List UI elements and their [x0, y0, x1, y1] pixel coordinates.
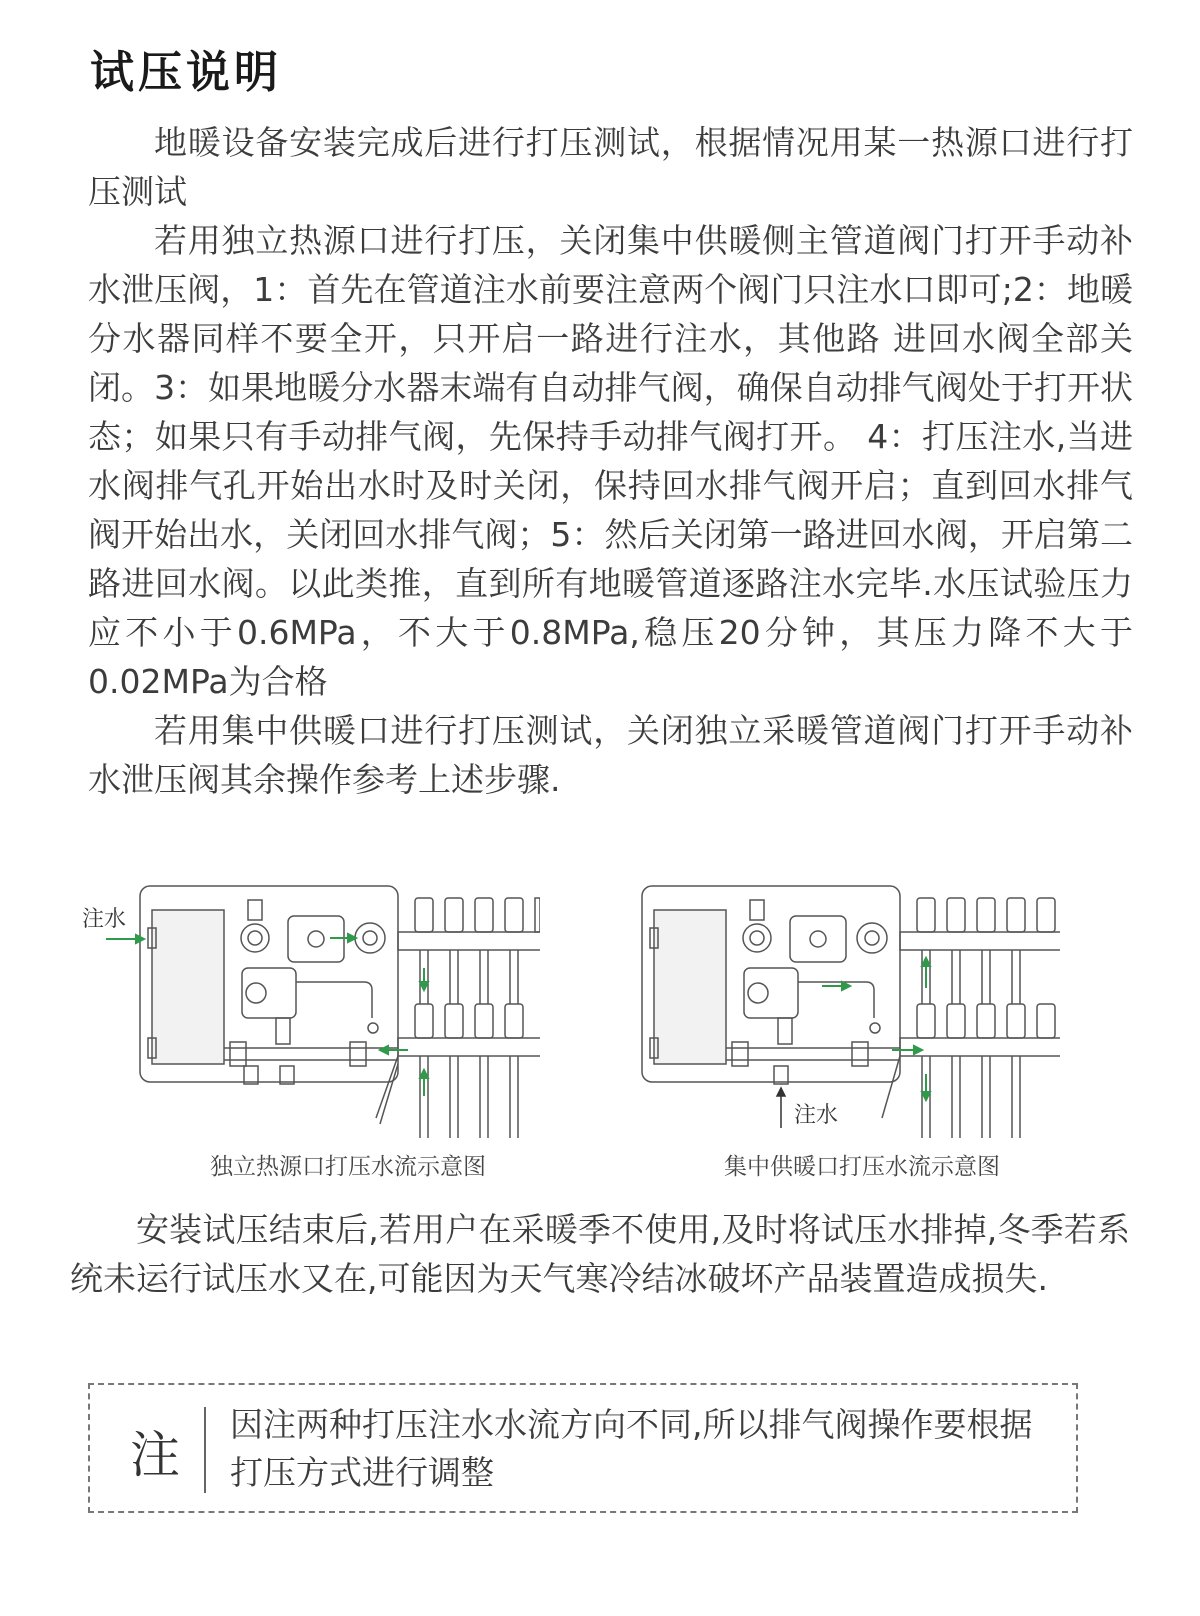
diagram-caption-independent: 独立热源口打压水流示意图	[210, 1154, 486, 1180]
instructions-text	[88, 118, 1133, 804]
water-inlet-label-right: 注水	[794, 1098, 838, 1129]
note-text	[230, 1401, 1060, 1497]
note-box	[88, 1383, 1078, 1513]
post-test-text	[70, 1205, 1130, 1303]
note-divider	[204, 1407, 206, 1493]
water-inlet-label-left: 注水	[82, 902, 126, 933]
paragraph-drain: 安装试压结束后,若用户在采暖季不使用,及时将试压水排掉,冬季若系统未运行试压水又在,可能因为天气寒冷结冰破坏产品装置造成损失.	[70, 1210, 1130, 1298]
diagram-independent-drawing	[80, 878, 540, 1138]
diagram-independent	[80, 878, 540, 1138]
paragraph-independent: 若用独立热源口进行打压，关闭集中供暖侧主管道阀门打开手动补水泄压阀，1：首先在管道注水前要注意两个阀门只注水口即可;2：地暖分水器同样不要全开，只开启一路进行注水，其他路 进回水阀全部关闭。3：如果地暖分水器末端有自动排气阀，确保自动排气阀处于打开状态；如果只有手动排气阀，先保持手动排气阀打开。 4：打压注水,当进水阀排气孔开始出水时及时关闭，保持回水排气阀开启；直到回水排气阀开始出水，关闭回水排气阀；5：然后关闭第一路进回水阀，开启第二路进回水阀。以此类推，直到所有地暖管道逐路注水完毕.水压试验压力应不小于0.6MPa，不大于0.8MPa,稳压20分钟，其压力降不大于0.02MPa为合格	[88, 221, 1133, 701]
paragraph-intro: 地暖设备安装完成后进行打压测试，根据情况用某一热源口进行打压测试	[88, 123, 1133, 211]
note-content: 因注两种打压注水水流方向不同,所以排气阀操作要根据打压方式进行调整	[230, 1405, 1033, 1492]
paragraph-central: 若用集中供暖口进行打压测试，关闭独立采暖管道阀门打开手动补水泄压阀其余操作参考上述步骤.	[88, 711, 1133, 799]
note-mark: 注	[130, 1426, 180, 1484]
diagram-caption-central: 集中供暖口打压水流示意图	[724, 1154, 1000, 1180]
page-title: 试压说明	[90, 47, 282, 98]
diagram-central	[600, 878, 1060, 1138]
